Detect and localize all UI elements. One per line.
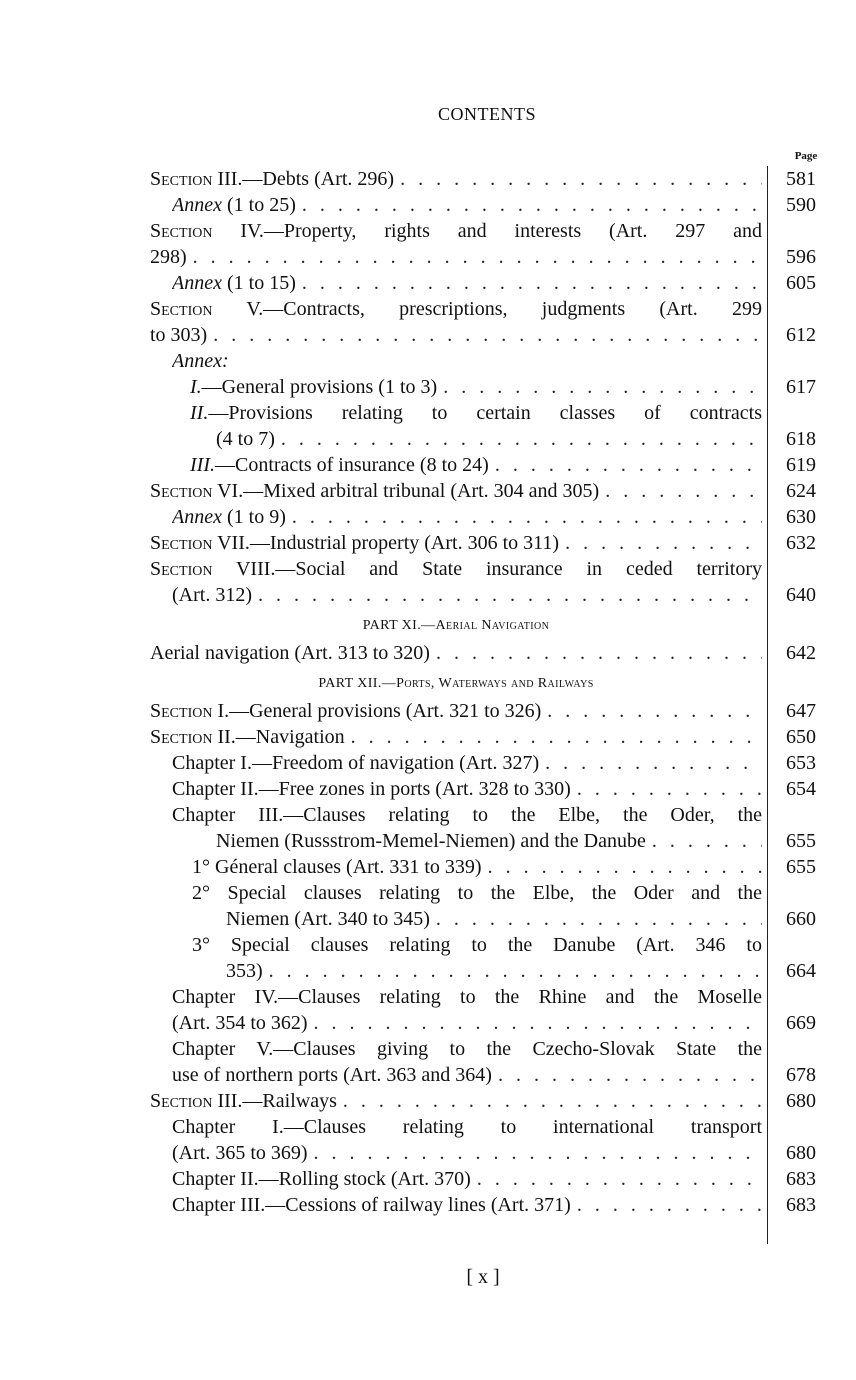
toc-entry-line: 298) [150, 246, 187, 268]
toc-entry-line: Chapter II.—Rolling stock (Art. 370) [172, 1168, 471, 1190]
toc-entry-p12-s2-c4 [150, 984, 840, 1036]
dot-leaders [207, 322, 762, 348]
toc-page-number: 683 [786, 1168, 816, 1190]
toc-entry-s5-annex-1 [150, 374, 840, 400]
toc-entry-text [150, 1088, 762, 1114]
toc-entry-text [150, 1166, 762, 1192]
toc-entry-text [150, 452, 762, 478]
toc-entry-line: Chapter II.—Free zones in ports (Art. 328 to 330) [172, 778, 571, 800]
toc-page-number: 655 [786, 856, 816, 878]
toc-page-number: 640 [786, 584, 816, 606]
toc-page-number: 647 [786, 700, 816, 722]
dot-leaders [345, 724, 762, 750]
toc-entry-s8 [150, 556, 840, 608]
toc-page-number: 660 [786, 908, 816, 930]
toc-entry-line: Annex (1 to 15) [172, 272, 296, 294]
toc-entry-s7 [150, 530, 840, 556]
toc-entry-line: (Art. 354 to 362) [172, 1012, 308, 1034]
toc-entry-text [150, 932, 762, 984]
toc-entry-text [150, 1192, 762, 1218]
toc-entry-line: use of northern ports (Art. 363 and 364) [172, 1064, 492, 1086]
toc-entry-line: Section V.—Contracts, prescriptions, judgments (Art. 299 [150, 298, 762, 320]
toc-entry-text [150, 374, 762, 400]
toc-page-number: 630 [786, 506, 816, 528]
toc-entry-text [150, 296, 762, 348]
toc-entry-text [150, 880, 762, 932]
toc-page-number: 590 [786, 194, 816, 216]
dot-leaders [275, 426, 762, 452]
dot-leaders [541, 698, 762, 724]
toc-entry-line: 2° Special clauses relating to the Elbe, the Oder and the [192, 882, 762, 904]
dot-leaders [559, 530, 762, 556]
toc-page-number: 683 [786, 1194, 816, 1216]
dot-leaders [252, 582, 762, 608]
page-number-marker: [ x ] [466, 1266, 500, 1288]
toc-page-number: 650 [786, 726, 816, 748]
page-column-heading: Page [794, 150, 818, 162]
toc-entry-s5 [150, 296, 840, 348]
toc-entry-text [150, 1036, 762, 1088]
toc-entry-p12-s2-c2 [150, 776, 840, 802]
toc-entry-p12-s2 [150, 724, 840, 750]
toc-entry-p12-s2-c3-3 [150, 932, 840, 984]
toc-entry-text [150, 1114, 762, 1166]
toc-entry-line: Chapter V.—Clauses giving to the Czecho-Slovak State the [172, 1038, 762, 1060]
toc-entry-p12-s3-c3 [150, 1192, 840, 1218]
toc-entry-line: III.—Contracts of insurance (8 to 24) [190, 454, 489, 476]
dot-leaders [482, 854, 762, 880]
toc-entry-s5-annex-3 [150, 452, 840, 478]
toc-entry-s6 [150, 478, 840, 504]
dot-leaders [394, 166, 762, 192]
toc-entry-line: Annex (1 to 9) [172, 506, 286, 528]
toc-entry-line: 3° Special clauses relating to the Danube (Art. 346 to [192, 934, 762, 956]
part-xii-heading: PART XII.—Ports, Waterways and Railways [318, 676, 594, 691]
toc-entry-line: (Art. 365 to 369) [172, 1142, 308, 1164]
toc-entry-text [150, 984, 762, 1036]
toc-entry-s5-annex-2 [150, 400, 840, 452]
dot-leaders [571, 776, 762, 802]
toc-entry-line: 1° Géneral clauses (Art. 331 to 339) [192, 856, 482, 878]
dot-leaders [187, 244, 762, 270]
dot-leaders [296, 270, 762, 296]
toc-entry-line: (4 to 7) [216, 428, 275, 450]
toc-entry-p12-s2-c3-1 [150, 854, 840, 880]
toc-entry-p12-s2-c3 [150, 802, 840, 854]
toc-page-number: 612 [786, 324, 816, 346]
dot-leaders [308, 1010, 762, 1036]
toc-entry-s3-annex [150, 192, 840, 218]
toc-entry-p12-s2-c1 [150, 750, 840, 776]
toc-entry-line: Chapter III.—Cessions of railway lines (Art. 371) [172, 1194, 571, 1216]
toc-page-number: 624 [786, 480, 816, 502]
toc-page-number: 619 [786, 454, 816, 476]
toc-entry-s4-annex [150, 270, 840, 296]
toc-entry-s5-annex [150, 348, 840, 374]
toc-entry-text [150, 698, 762, 724]
toc-entry-s4 [150, 218, 840, 270]
dot-leaders [471, 1166, 762, 1192]
dot-leaders [571, 1192, 762, 1218]
toc-page-number: 605 [786, 272, 816, 294]
dot-leaders [599, 478, 762, 504]
toc-entry-text [150, 348, 762, 374]
dot-leaders [286, 504, 762, 530]
dot-leaders [646, 828, 762, 854]
toc-entry-line: Niemen (Art. 340 to 345) [226, 908, 430, 930]
toc-page-number: 680 [786, 1090, 816, 1112]
toc-entry-text [150, 776, 762, 802]
toc-entry-line: Section VIII.—Social and State insurance in ceded territory [150, 558, 762, 580]
toc-page-number: 581 [786, 168, 816, 190]
toc-entry-text [150, 854, 762, 880]
toc-entry-text [150, 166, 762, 192]
table-of-contents [150, 166, 840, 1218]
toc-entry-line: Chapter III.—Clauses relating to the Elbe, the Oder, the [172, 804, 762, 826]
toc-entry-text [150, 270, 762, 296]
toc-entry-line: (Art. 312) [172, 584, 252, 606]
toc-page-number: 596 [786, 246, 816, 268]
toc-entry-p12-s3 [150, 1088, 840, 1114]
dot-leaders [296, 192, 762, 218]
toc-entry-text [150, 504, 762, 530]
toc-page-number: 654 [786, 778, 816, 800]
toc-entry-p12-s2-c5 [150, 1036, 840, 1088]
dot-leaders [337, 1088, 762, 1114]
toc-entry-text [150, 556, 762, 608]
toc-page-number: 653 [786, 752, 816, 774]
toc-entry-text [150, 640, 762, 666]
toc-entry-line: Section III.—Debts (Art. 296) [150, 168, 395, 190]
toc-entry-p12-s3-c2 [150, 1166, 840, 1192]
toc-entry-line: Section III.—Railways [150, 1090, 337, 1112]
toc-entry-p12-s3-c1 [150, 1114, 840, 1166]
part-xi-heading: PART XI.—Aerial Navigation [362, 618, 550, 633]
toc-entry-text [150, 478, 762, 504]
toc-entry-line: Annex: [172, 350, 229, 372]
toc-entry-s3-debts [150, 166, 840, 192]
toc-entry-line: to 303) [150, 324, 208, 346]
toc-entry-line: Chapter I.—Clauses relating to international transport [172, 1116, 762, 1138]
toc-entry-line: 353) [226, 960, 263, 982]
dot-leaders [437, 374, 762, 400]
toc-page-number: 664 [786, 960, 816, 982]
page-title: CONTENTS [438, 104, 536, 124]
toc-entry-line: I.—General provisions (1 to 3) [190, 376, 438, 398]
toc-entry-line: Section VI.—Mixed arbitral tribunal (Art. 304 and 305) [150, 480, 600, 502]
toc-page-number: 678 [786, 1064, 816, 1086]
toc-entry-text [150, 192, 762, 218]
toc-entry-line: Section IV.—Property, rights and interests (Art. 297 and [150, 220, 762, 242]
toc-entry-line: Chapter IV.—Clauses relating to the Rhine and the Moselle [172, 986, 762, 1008]
toc-entry-line: Section VII.—Industrial property (Art. 306 to 311) [150, 532, 560, 554]
dot-leaders [308, 1140, 762, 1166]
dot-leaders [430, 906, 762, 932]
toc-page-number: 617 [786, 376, 816, 398]
dot-leaders [492, 1062, 762, 1088]
toc-entry-line: II.—Provisions relating to certain classes of contracts [190, 402, 762, 424]
dot-leaders [539, 750, 762, 776]
toc-entry-aerial [150, 640, 840, 666]
toc-entry-line: Annex (1 to 25) [172, 194, 296, 216]
toc-entry-text [150, 724, 762, 750]
toc-entry-text [150, 750, 762, 776]
toc-entry-p12-s1 [150, 698, 840, 724]
toc-entry-text [150, 802, 762, 854]
toc-page-number: 680 [786, 1142, 816, 1164]
toc-entry-text [150, 218, 762, 270]
dot-leaders [430, 640, 762, 666]
toc-entry-line: Section I.—General provisions (Art. 321 to 326) [150, 700, 542, 722]
toc-entry-s6-annex [150, 504, 840, 530]
toc-entry-line: Niemen (Russstrom-Memel-Niemen) and the Danube [216, 830, 646, 852]
dot-leaders [489, 452, 762, 478]
toc-page-number: 642 [786, 642, 816, 664]
toc-page-number: 618 [786, 428, 816, 450]
dot-leaders [263, 958, 762, 984]
toc-entry-text [150, 400, 762, 452]
toc-entry-line: Aerial navigation (Art. 313 to 320) [150, 642, 430, 664]
toc-page-number: 669 [786, 1012, 816, 1034]
toc-entry-line: Chapter I.—Freedom of navigation (Art. 327) [172, 752, 540, 774]
toc-entry-text [150, 530, 762, 556]
toc-page-number: 655 [786, 830, 816, 852]
toc-entry-p12-s2-c3-2 [150, 880, 840, 932]
toc-page-number: 632 [786, 532, 816, 554]
toc-entry-line: Section II.—Navigation [150, 726, 345, 748]
